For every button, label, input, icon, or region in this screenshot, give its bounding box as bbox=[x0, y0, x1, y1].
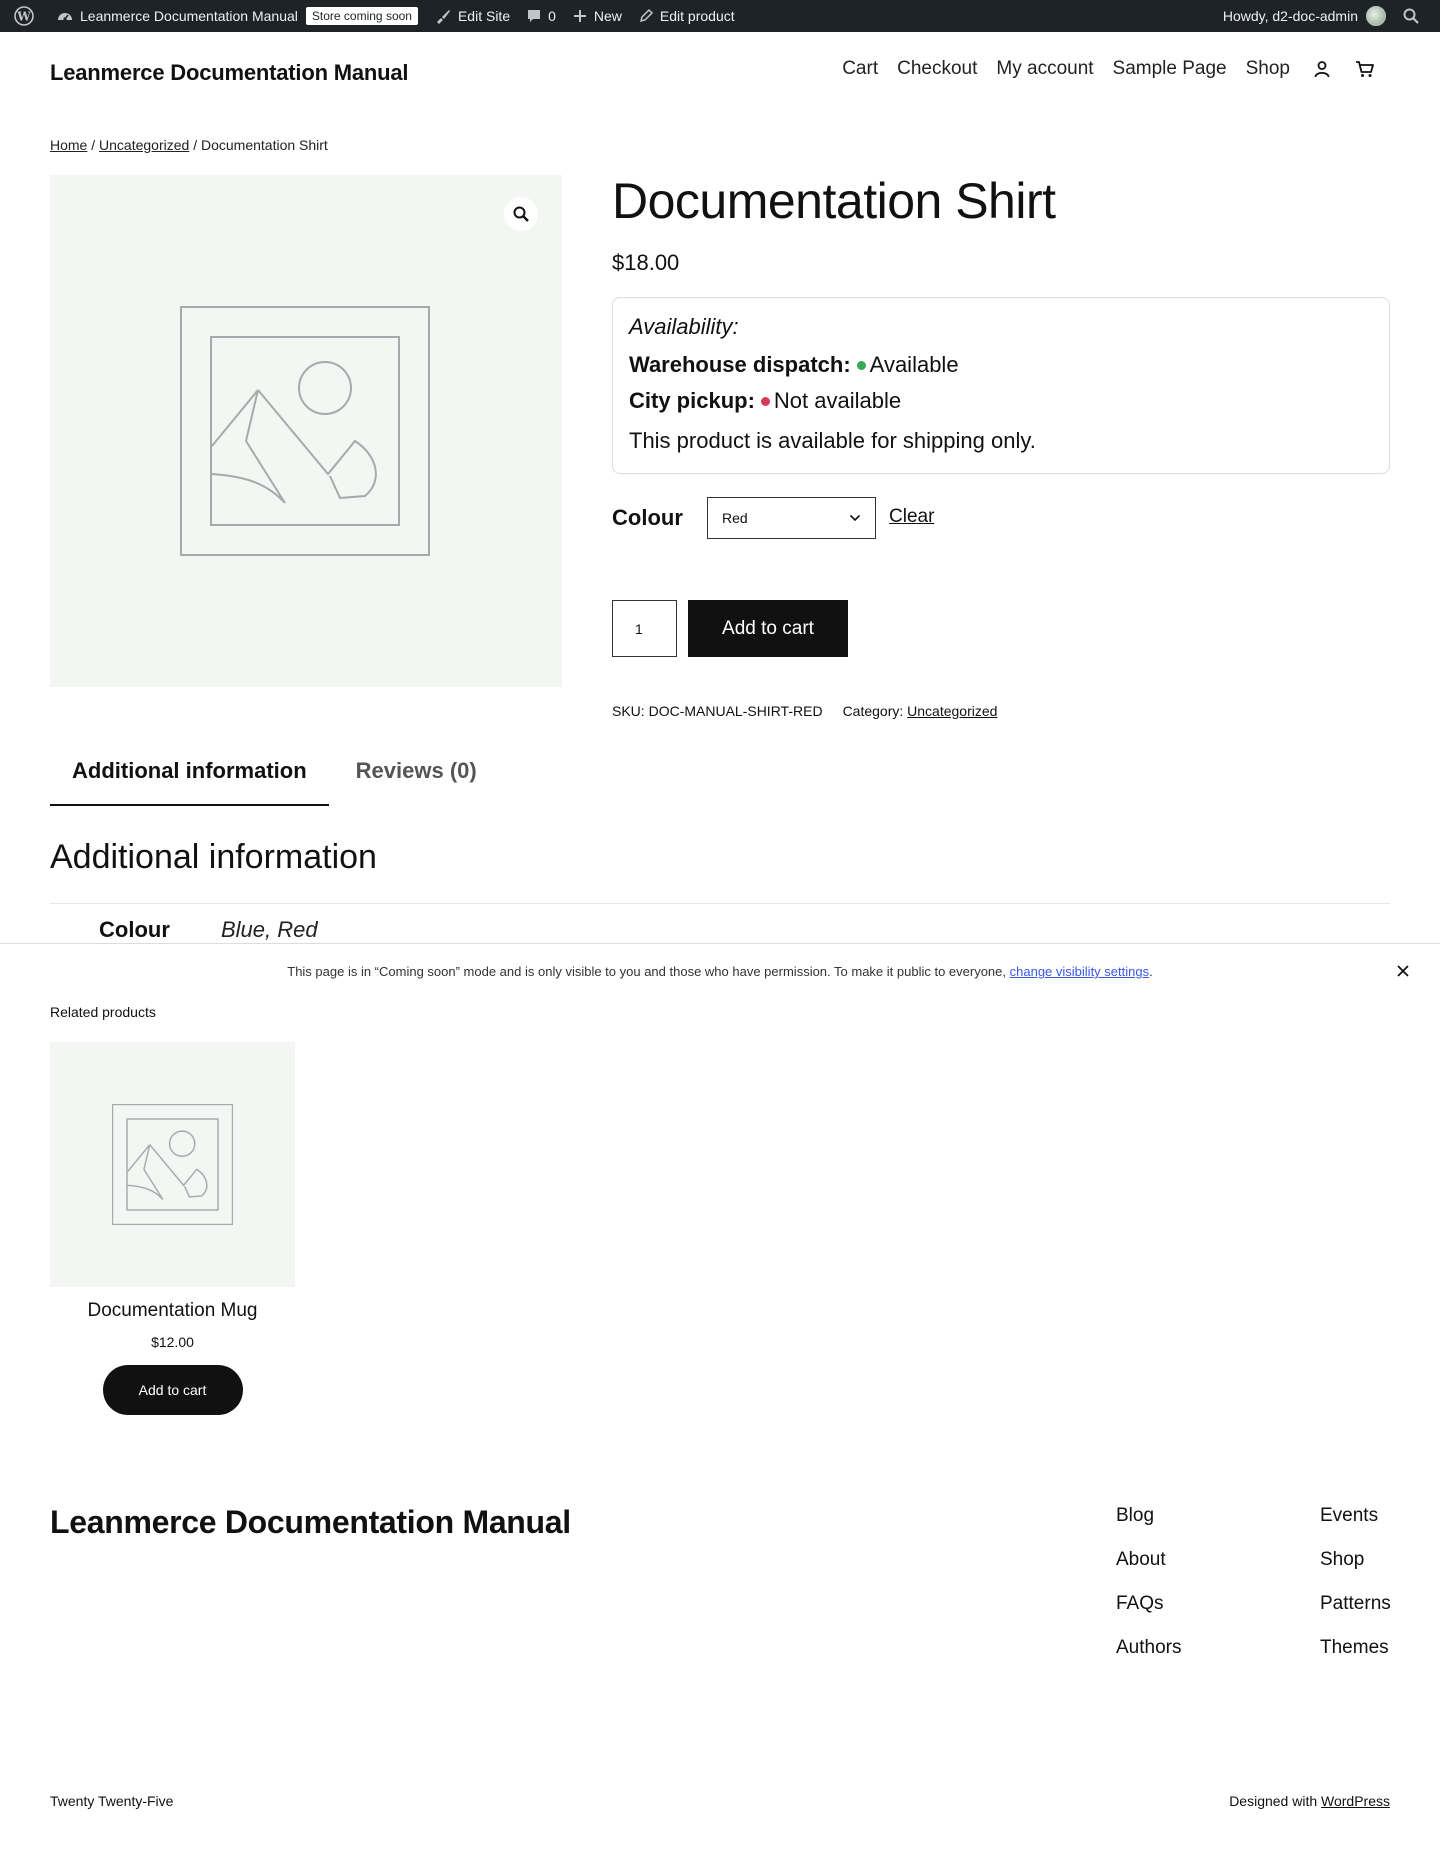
footer-link-patterns[interactable]: Patterns bbox=[1320, 1593, 1391, 1614]
chevron-down-icon bbox=[849, 514, 861, 522]
product-price: $18.00 bbox=[612, 250, 680, 275]
attribute-value: Blue, Red bbox=[221, 917, 318, 942]
footer-nav-column-1 bbox=[1116, 1505, 1181, 1681]
footer-site-title[interactable]: Leanmerce Documentation Manual bbox=[50, 1504, 571, 1540]
comment-icon bbox=[526, 8, 542, 24]
admin-site-name[interactable] bbox=[48, 0, 426, 32]
user-account-icon[interactable] bbox=[1312, 59, 1332, 79]
related-products-heading: Related products bbox=[50, 1004, 156, 1020]
warehouse-status: Available bbox=[869, 352, 959, 377]
admin-site-name-label: Leanmerce Documentation Manual bbox=[80, 8, 298, 24]
plus-icon bbox=[572, 8, 588, 24]
tab-reviews[interactable]: Reviews (0) bbox=[355, 758, 477, 783]
admin-search-icon[interactable] bbox=[1394, 0, 1434, 32]
avatar bbox=[1366, 6, 1386, 26]
warehouse-availability bbox=[629, 352, 1373, 378]
city-pickup-availability bbox=[629, 388, 1373, 414]
availability-title: Availability: bbox=[629, 314, 739, 339]
city-pickup-label: City pickup: bbox=[629, 388, 755, 413]
main-navigation bbox=[823, 58, 1376, 80]
my-account-admin[interactable] bbox=[1215, 0, 1394, 32]
footer-nav-column-2 bbox=[1320, 1505, 1391, 1681]
comments-count: 0 bbox=[548, 8, 556, 24]
unavailable-status-dot bbox=[761, 397, 770, 406]
notice-message: This page is in “Coming soon” mode and is only visible to you and those who have permission. To make it public to everyone, bbox=[287, 964, 1007, 979]
tab-additional-information[interactable]: Additional information bbox=[50, 758, 329, 806]
wordpress-link[interactable]: WordPress bbox=[1321, 1793, 1390, 1809]
nav-item-sample-page[interactable]: Sample Page bbox=[1112, 58, 1227, 79]
related-product-image[interactable] bbox=[50, 1042, 295, 1287]
edit-product-label: Edit product bbox=[659, 8, 735, 24]
designed-with-label: Designed with bbox=[1229, 1793, 1318, 1809]
related-product-price: $12.00 bbox=[151, 1334, 194, 1350]
sku bbox=[612, 703, 823, 719]
svg-text:W: W bbox=[17, 9, 31, 24]
new-label: New bbox=[593, 8, 622, 24]
city-pickup-status: Not available bbox=[773, 388, 902, 413]
zoom-icon[interactable] bbox=[504, 197, 538, 231]
coming-soon-notice-text bbox=[0, 964, 1440, 979]
brush-icon bbox=[434, 7, 452, 25]
breadcrumb-current: Documentation Shirt bbox=[200, 137, 328, 153]
nav-item-my-account[interactable]: My account bbox=[996, 58, 1094, 79]
howdy-label: Howdy, d2-doc-admin bbox=[1222, 8, 1358, 24]
nav-item-shop[interactable]: Shop bbox=[1245, 58, 1290, 79]
close-icon[interactable] bbox=[1394, 962, 1412, 980]
admin-bar bbox=[0, 0, 1440, 32]
footer-link-faqs[interactable]: FAQs bbox=[1116, 1593, 1164, 1614]
product-meta bbox=[612, 703, 997, 719]
store-coming-soon-badge[interactable]: Store coming soon bbox=[306, 7, 418, 25]
attribute-label: Colour bbox=[99, 917, 170, 942]
category bbox=[843, 703, 998, 719]
related-product-card bbox=[50, 1042, 295, 1415]
mini-cart-icon[interactable] bbox=[1354, 59, 1376, 79]
category-link[interactable]: Uncategorized bbox=[907, 703, 998, 719]
notice-suffix: . bbox=[1149, 964, 1153, 979]
clear-variation-link[interactable]: Clear bbox=[889, 506, 935, 527]
add-to-cart-button[interactable]: Add to cart bbox=[688, 600, 848, 657]
warehouse-label: Warehouse dispatch: bbox=[629, 352, 851, 377]
image-placeholder-icon bbox=[112, 1104, 233, 1225]
dashboard-icon bbox=[56, 7, 74, 25]
product-tabs bbox=[50, 758, 499, 806]
comments-link[interactable] bbox=[518, 0, 564, 32]
breadcrumb-separator: / bbox=[193, 137, 198, 153]
colour-select[interactable] bbox=[707, 497, 876, 539]
product-title: Documentation Shirt bbox=[612, 173, 1056, 229]
footer-link-authors[interactable]: Authors bbox=[1116, 1637, 1182, 1658]
change-visibility-link[interactable]: change visibility settings bbox=[1009, 964, 1150, 979]
sku-label: SKU: bbox=[612, 703, 645, 719]
image-placeholder-icon bbox=[180, 306, 430, 556]
edit-site-link[interactable] bbox=[426, 0, 518, 32]
additional-information-heading: Additional information bbox=[50, 838, 377, 876]
availability-note: This product is available for shipping only. bbox=[629, 428, 1036, 453]
related-add-to-cart-button[interactable]: Add to cart bbox=[103, 1365, 243, 1415]
quantity-input[interactable]: 1 bbox=[612, 600, 677, 657]
edit-product-link[interactable] bbox=[630, 0, 743, 32]
breadcrumb bbox=[50, 137, 328, 153]
wordpress-logo-icon[interactable] bbox=[6, 0, 48, 32]
footer-link-shop[interactable]: Shop bbox=[1320, 1549, 1365, 1570]
new-content-link[interactable] bbox=[564, 0, 630, 32]
site-title[interactable]: Leanmerce Documentation Manual bbox=[50, 60, 409, 85]
nav-item-cart[interactable]: Cart bbox=[842, 58, 879, 79]
availability-box bbox=[612, 297, 1390, 474]
related-product-name[interactable]: Documentation Mug bbox=[87, 1300, 258, 1321]
footer-link-themes[interactable]: Themes bbox=[1320, 1637, 1389, 1658]
nav-item-checkout[interactable]: Checkout bbox=[897, 58, 978, 79]
category-label: Category: bbox=[842, 703, 904, 719]
sku-value: DOC-MANUAL-SHIRT-RED bbox=[648, 703, 823, 719]
edit-site-label: Edit Site bbox=[457, 8, 511, 24]
footer-link-blog[interactable]: Blog bbox=[1116, 1505, 1155, 1526]
colour-selected-value: Red bbox=[722, 510, 748, 526]
divider bbox=[50, 903, 1390, 904]
available-status-dot bbox=[857, 361, 866, 370]
coming-soon-notice bbox=[0, 943, 1440, 1003]
breadcrumb-home[interactable]: Home bbox=[50, 137, 88, 153]
pencil-icon bbox=[638, 8, 654, 24]
colour-label: Colour bbox=[612, 505, 683, 530]
footer-link-events[interactable]: Events bbox=[1320, 1505, 1379, 1526]
breadcrumb-separator: / bbox=[91, 137, 96, 153]
footer-link-about[interactable]: About bbox=[1116, 1549, 1166, 1570]
breadcrumb-category[interactable]: Uncategorized bbox=[99, 137, 190, 153]
footer-designed-with bbox=[1229, 1793, 1390, 1809]
product-gallery[interactable] bbox=[50, 175, 562, 687]
footer-theme-credit: Twenty Twenty-Five bbox=[50, 1793, 174, 1809]
